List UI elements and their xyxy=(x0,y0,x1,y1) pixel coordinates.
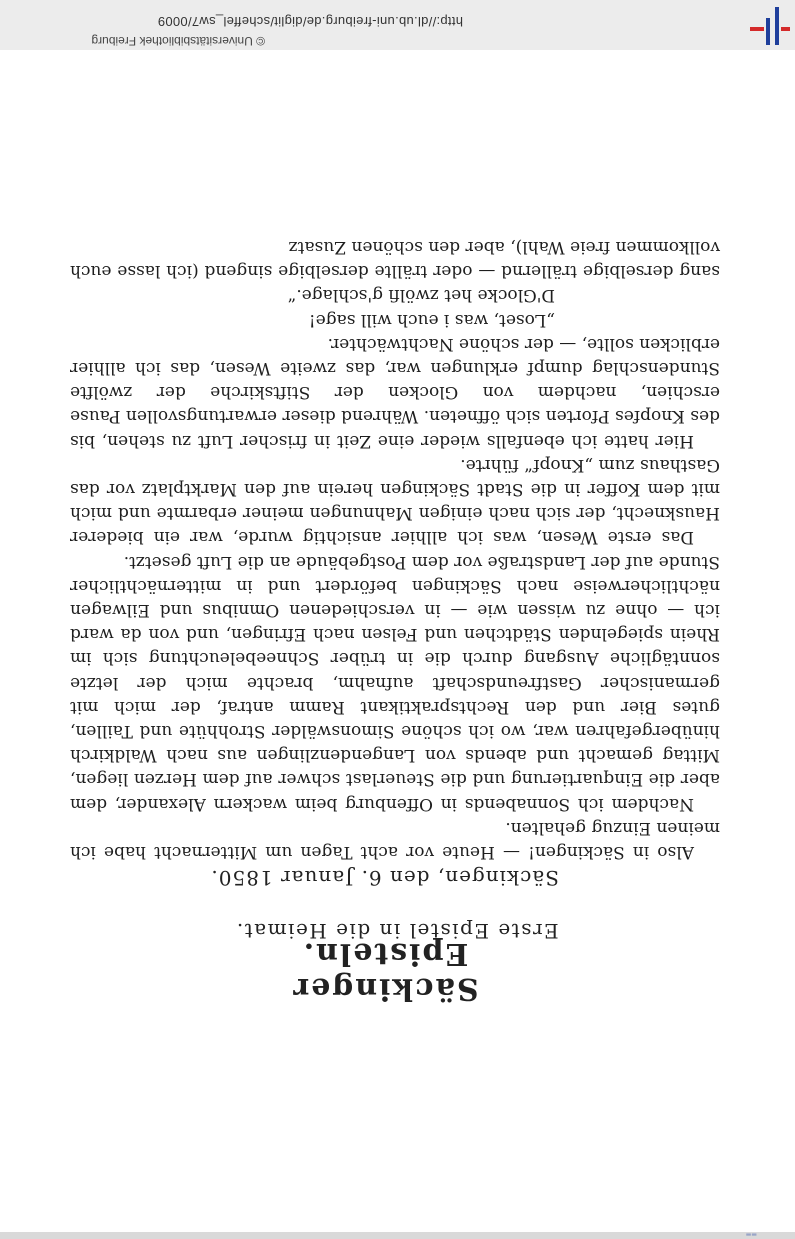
footer-bar xyxy=(0,1232,795,1239)
paragraph-1: Also in Säckingen! — Heute vor acht Tagen um Mitternacht habe ich meinen Einzug gehalten. xyxy=(70,817,720,862)
source-url-link[interactable]: http://dl.ub.uni-freiburg.de/diglit/scheffel_sw7/0009 xyxy=(157,14,463,29)
letter-body xyxy=(70,235,720,864)
footer-mark: ▬▬ xyxy=(745,1231,757,1238)
page-subtitle: Erste Epistel in die Heimat. xyxy=(235,919,559,943)
page-title: Säckinger Episteln. xyxy=(291,936,479,1006)
dateline: Säckingen, den 6. Januar 1850. xyxy=(210,866,559,890)
viewer-header xyxy=(0,0,795,50)
closing-text: sang derselbige trällernd — oder trällte derselbige singend (ich lasse euch vollkommen freie Wahl), aber den schönen Zusatz xyxy=(70,236,720,282)
copyright-text: © Universitätsbibliothek Freiburg xyxy=(91,34,265,48)
quote-line-2: D'Glocke het zwölfi g'schlage.“ xyxy=(287,285,555,306)
quote-line-1: „Loset, was i euch will sage! xyxy=(308,309,555,330)
paragraph-3: Das erste Wesen, was ich allhier ansichtig wurde, war ein biederer Hausknecht, der sich nach einigen Mahnungen meiner erbarmte und mich mit dem Koffer in die Stadt Säckingen herein auf den Marktplatz vor das Gasthaus zum „Knopf“ führte. xyxy=(70,454,720,548)
paragraph-4: Hier hatte ich ebenfalls wieder eine Zeit in frischer Luft zu stehen, bis des Knopfes Pforten sich öffneten. Während dieser erwartungsvollen Pause erschien, nachdem von Glocken der Stiftskirche der zwölfte Stundenschlag dumpf erklungen war, das zweite Wesen, das ich allhier erblicken sollte, — der schöne Nachtwächter. xyxy=(70,333,720,451)
library-logo-icon xyxy=(740,7,794,47)
paragraph-2: Nachdem ich Sonnabends in Offenburg beim wackern Alexander, dem aber die Einquartierung und die Steuerlast schwer auf dem Herzen liegen, Mittag gemacht und abends von Langendenzlingen aus nach Waldkirch hinübergefahren war, wo ich schöne Simonswälder Strohhüte und Taillen, gutes Bier und den Rechtspraktikant Ramm antraf, der mich mit germanischer Gastfreundschaft aufnahm, brachte mich der letzte sonntägliche Ausgang durch die in trüber Schneebeleuchtung sich im Rhein spiegelnden Städtchen und Felsen nach Efringen, und von da ward ich — ohne zu wissen wie — in verschiedenen Omnibus und Eilwagen nächtlicherweise nach Säckingen befördert und in mitternächtlicher Stunde auf der Landstraße vor dem Postgebäude an die Luft gesetzt. xyxy=(70,551,720,814)
